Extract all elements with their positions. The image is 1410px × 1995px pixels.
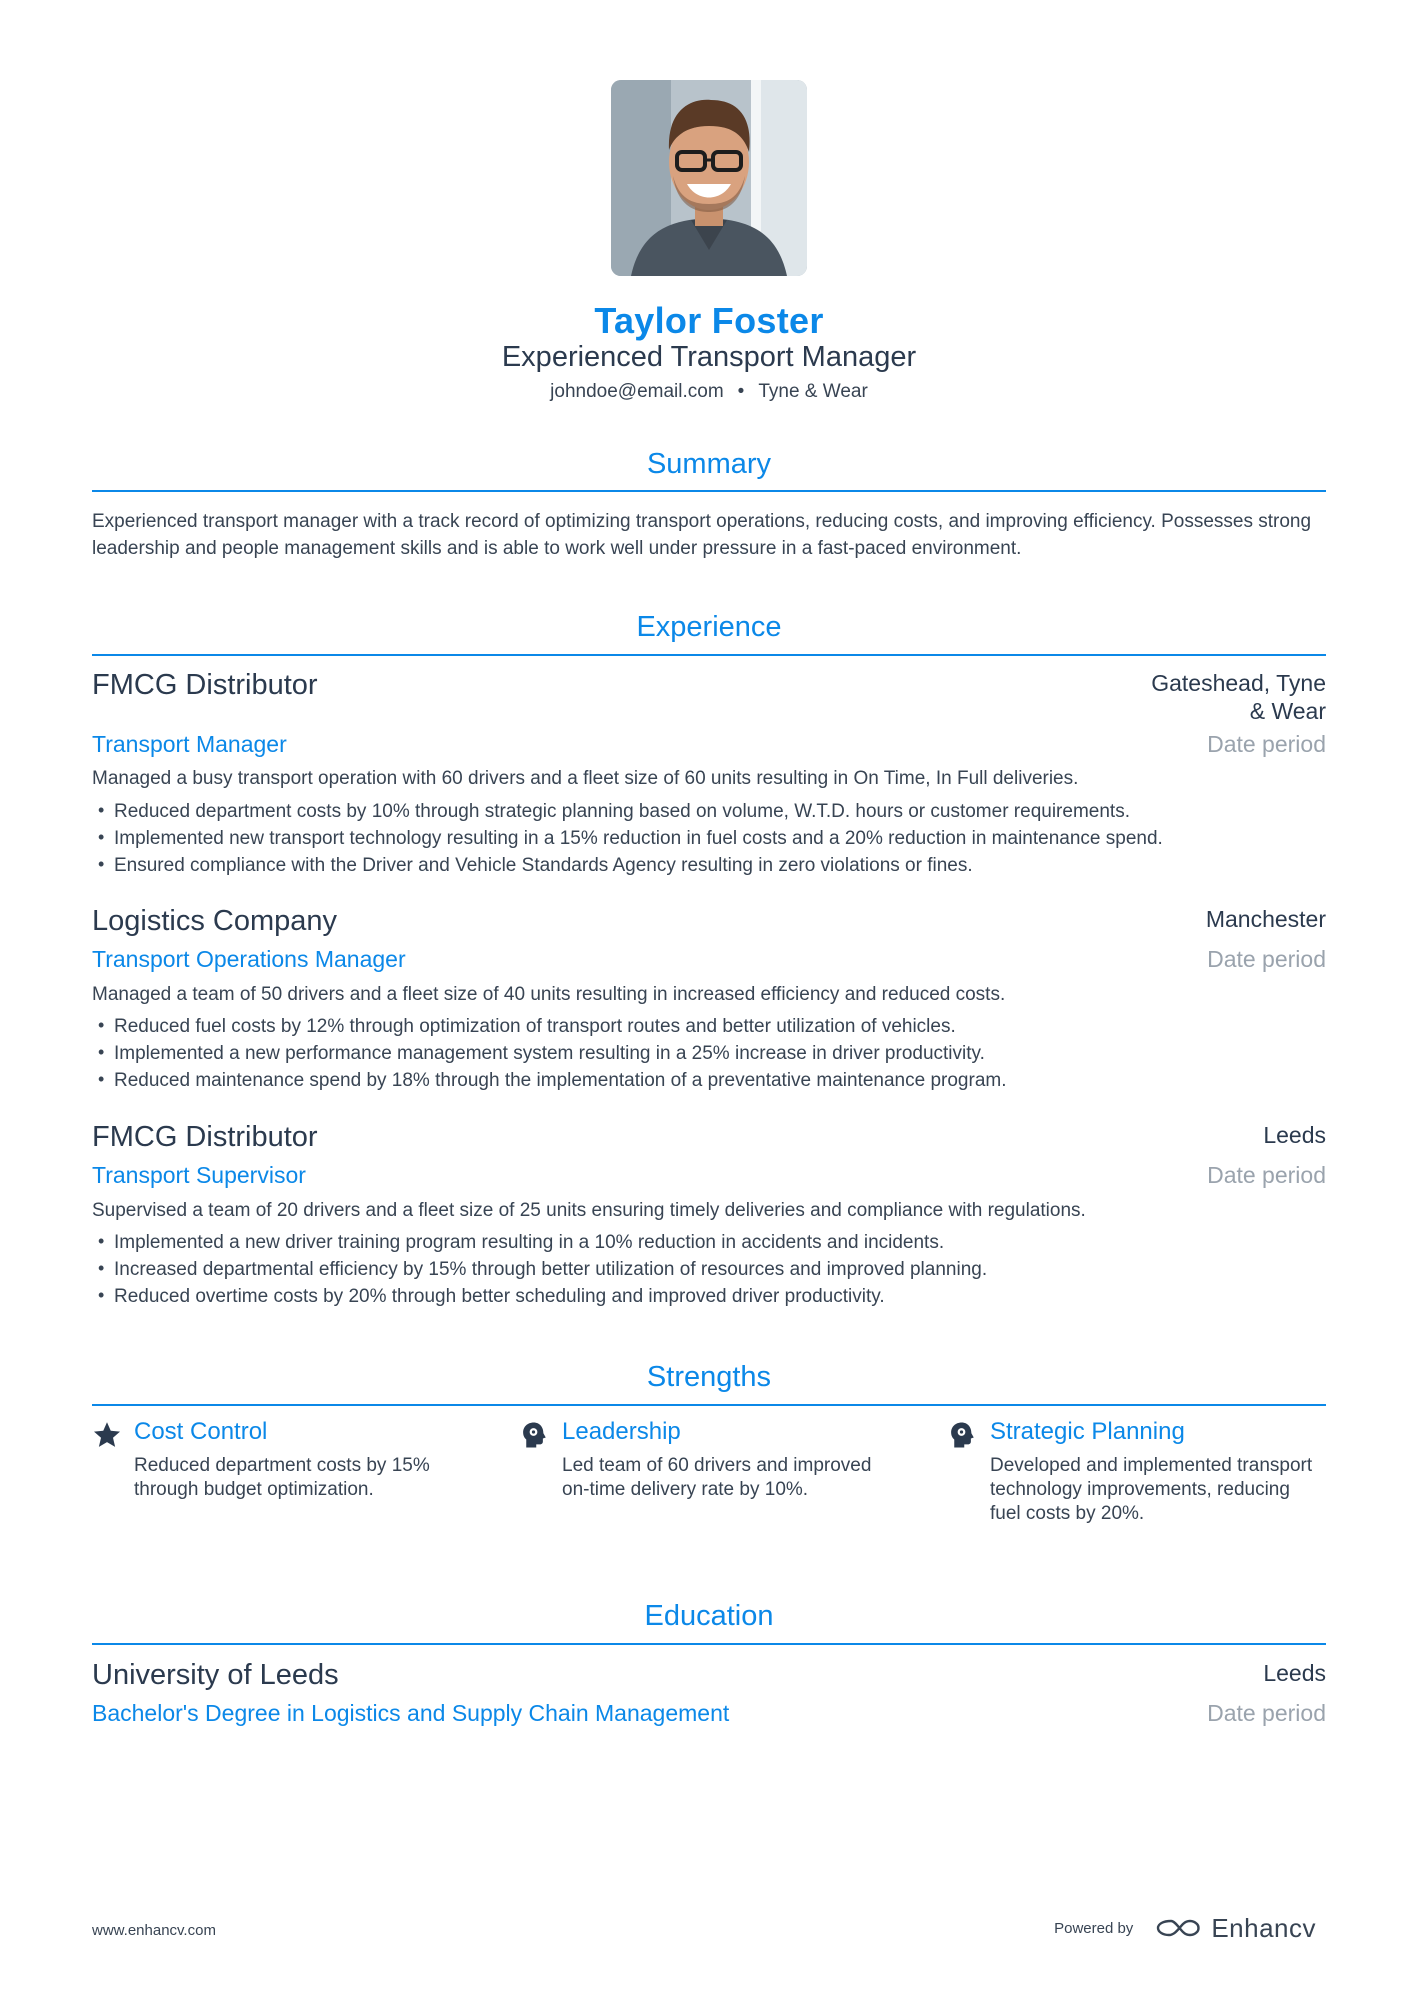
- strength-description: Led team of 60 drivers and improved on-time delivery rate by 10%.: [562, 1455, 872, 1500]
- resume-page: [92, 0, 1326, 1995]
- strength-title: Strategic Planning: [990, 1418, 1185, 1445]
- head-icon: [948, 1420, 978, 1450]
- education-title: Education: [644, 1600, 774, 1632]
- experience-bullets: [98, 1229, 987, 1310]
- experience-description: Supervised a team of 20 drivers and a fleet size of 25 units ensuring timely deliveries and compliance with regulations.: [92, 1200, 1086, 1221]
- enhancv-logo-icon: [1155, 1916, 1201, 1940]
- experience-bullets: [98, 1013, 1007, 1094]
- strengths-title: Strengths: [646, 1361, 772, 1393]
- experience-description: Managed a busy transport operation with 60 drivers and a fleet size of 60 units resulting in On Time, In Full deliveries.: [92, 768, 1079, 789]
- bullet-item: • Reduced overtime costs by 20% through better scheduling and improved driver productivity.: [98, 1283, 987, 1310]
- bullet-item: • Implemented a new driver training program resulting in a 10% reduction in accidents and incidents.: [98, 1229, 987, 1256]
- experience-location: Gateshead, Tyne & Wear: [1151, 670, 1326, 724]
- candidate-headline: Experienced Transport Manager: [501, 341, 917, 373]
- bullet-item: • Reduced maintenance spend by 18% through the implementation of a preventative maintenance program.: [98, 1067, 1007, 1094]
- footer-website[interactable]: www.enhancv.com: [92, 1922, 216, 1939]
- contact-line: [92, 381, 1326, 403]
- strengths-divider: [92, 1404, 1326, 1406]
- experience-company: FMCG Distributor: [92, 1121, 318, 1153]
- experience-role: Transport Operations Manager: [92, 946, 406, 972]
- bullet-item: • Implemented new transport technology resulting in a 15% reduction in fuel costs and a 20% reduction in maintenance spend.: [98, 825, 1163, 852]
- head-icon: [520, 1420, 550, 1450]
- summary-text: Experienced transport manager with a track record of optimizing transport operations, reducing costs, and improving efficiency. Possesses strong leadership and people management skills and is able to work well under pressure in a fast-paced environment.: [92, 511, 1312, 559]
- education-degree: Bachelor's Degree in Logistics and Supply Chain Management: [92, 1700, 730, 1726]
- contact-email[interactable]: johndoe@email.com: [550, 381, 724, 402]
- contact-location: Tyne & Wear: [758, 381, 868, 402]
- experience-description: Managed a team of 50 drivers and a fleet size of 40 units resulting in increased efficiency and reduced costs.: [92, 984, 1006, 1005]
- education-date: Date period: [1207, 1700, 1326, 1726]
- strength-title: Leadership: [562, 1418, 681, 1445]
- bullet-item: • Reduced department costs by 10% through strategic planning based on volume, W.T.D. hours or customer requirements.: [98, 798, 1163, 825]
- bullet-item: • Reduced fuel costs by 12% through optimization of transport routes and better utilization of vehicles.: [98, 1013, 1007, 1040]
- summary-title: Summary: [646, 448, 772, 480]
- experience-role: Transport Manager: [92, 731, 287, 757]
- profile-photo-image: [611, 80, 807, 276]
- education-location: Leeds: [1263, 1660, 1326, 1686]
- experience-company: FMCG Distributor: [92, 669, 318, 701]
- profile-photo: [611, 80, 807, 276]
- footer-branding[interactable]: [1054, 1910, 1316, 1946]
- powered-by-label: Powered by: [1054, 1919, 1134, 1937]
- experience-date: Date period: [1207, 1162, 1326, 1188]
- experience-location: Manchester: [1205, 906, 1326, 932]
- education-school: University of Leeds: [92, 1659, 339, 1691]
- strength-description: Reduced department costs by 15% through budget optimization.: [134, 1455, 430, 1500]
- experience-date: Date period: [1207, 946, 1326, 972]
- candidate-name: Taylor Foster: [594, 300, 824, 341]
- bullet-item: • Implemented a new performance management system resulting in a 25% increase in driver productivity.: [98, 1040, 1007, 1067]
- strength-title: Cost Control: [134, 1418, 268, 1445]
- bullet-item: • Increased departmental efficiency by 15% through better utilization of resources and improved planning.: [98, 1256, 987, 1283]
- contact-separator: •: [737, 381, 745, 402]
- education-divider: [92, 1643, 1326, 1645]
- enhancv-brand-name: Enhancv: [1211, 1912, 1316, 1943]
- experience-location: Leeds: [1263, 1122, 1326, 1148]
- experience-role: Transport Supervisor: [92, 1162, 306, 1188]
- summary-divider: [92, 490, 1326, 492]
- experience-divider: [92, 654, 1326, 656]
- bullet-item: • Ensured compliance with the Driver and Vehicle Standards Agency resulting in zero violations or fines.: [98, 852, 1163, 879]
- star-icon: [92, 1420, 122, 1450]
- experience-date: Date period: [1207, 731, 1326, 757]
- experience-bullets: [98, 798, 1163, 879]
- experience-company: Logistics Company: [92, 905, 337, 937]
- experience-title: Experience: [636, 611, 782, 643]
- strength-description: Developed and implemented transport technology improvements, reducing fuel costs by 20%.: [990, 1455, 1313, 1524]
